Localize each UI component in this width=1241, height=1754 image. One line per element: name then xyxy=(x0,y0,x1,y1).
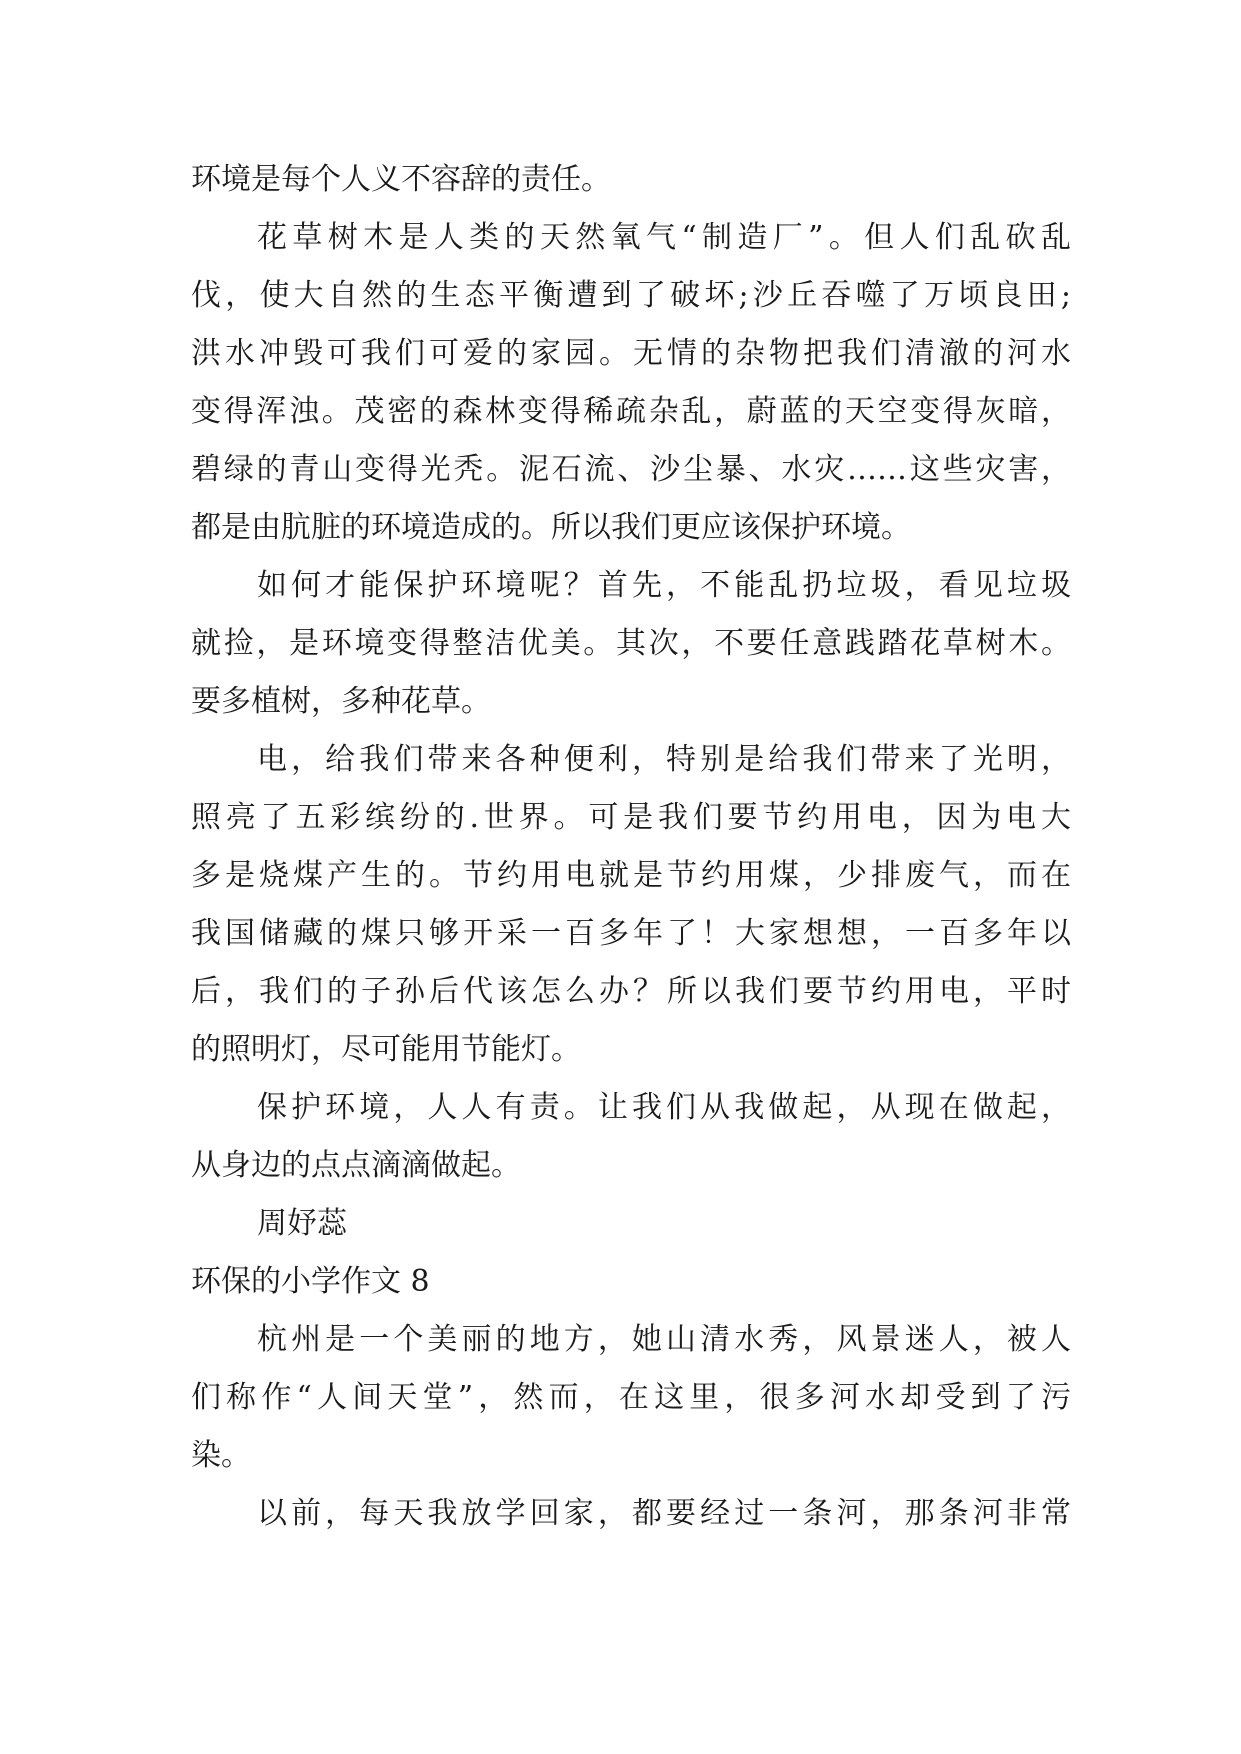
text-line: 多是烧煤产生的。节约用电就是节约用煤，少排废气，而在 xyxy=(191,858,1071,893)
text-line: 都是由肮脏的环境造成的。所以我们更应该保护环境。 xyxy=(191,510,911,545)
section-heading: 环保的小学作文 8 xyxy=(191,1264,430,1299)
text-line: 染。 xyxy=(191,1438,251,1473)
paragraph-first-line: 杭州是一个美丽的地方，她山清水秀，风景迷人，被人 xyxy=(257,1322,1071,1357)
text-line: 环境是每个人义不容辞的责任。 xyxy=(191,162,611,197)
text-line: 们称作“人间天堂”，然而，在这里，很多河水却受到了污 xyxy=(191,1380,1071,1415)
text-line: 要多植树，多种花草。 xyxy=(191,684,491,719)
text-line: 碧绿的青山变得光秃。泥石流、沙尘暴、水灾……这些灾害， xyxy=(191,452,1071,487)
paragraph-first-line: 如何才能保护环境呢？首先，不能乱扔垃圾，看见垃圾 xyxy=(257,568,1071,603)
paragraph-first-line: 保护环境，人人有责。让我们从我做起，从现在做起， xyxy=(257,1090,1071,1125)
paragraph-first-line: 以前，每天我放学回家，都要经过一条河，那条河非常 xyxy=(257,1496,1071,1531)
text-line: 就捡，是环境变得整洁优美。其次，不要任意践踏花草树木。 xyxy=(191,626,1071,661)
text-line: 伐，使大自然的生态平衡遭到了破坏;沙丘吞噬了万顷良田; xyxy=(191,278,1071,313)
document-body xyxy=(191,151,1071,1543)
text-line: 照亮了五彩缤纷的.世界。可是我们要节约用电，因为电大 xyxy=(191,800,1071,835)
text-line: 的照明灯，尽可能用节能灯。 xyxy=(191,1032,581,1067)
text-line: 变得浑浊。茂密的森林变得稀疏杂乱，蔚蓝的天空变得灰暗， xyxy=(191,394,1071,429)
author-signature: 周妤蕊 xyxy=(257,1206,347,1241)
paragraph-first-line: 电，给我们带来各种便利，特别是给我们带来了光明， xyxy=(257,742,1071,777)
text-line: 从身边的点点滴滴做起。 xyxy=(191,1148,521,1183)
text-line: 洪水冲毁可我们可爱的家园。无情的杂物把我们清澈的河水 xyxy=(191,336,1071,371)
text-line: 后，我们的子孙后代该怎么办？所以我们要节约用电，平时 xyxy=(191,974,1071,1009)
paragraph-first-line: 花草树木是人类的天然氧气“制造厂”。但人们乱砍乱 xyxy=(257,220,1071,255)
text-line: 我国储藏的煤只够开采一百多年了！大家想想，一百多年以 xyxy=(191,916,1071,951)
